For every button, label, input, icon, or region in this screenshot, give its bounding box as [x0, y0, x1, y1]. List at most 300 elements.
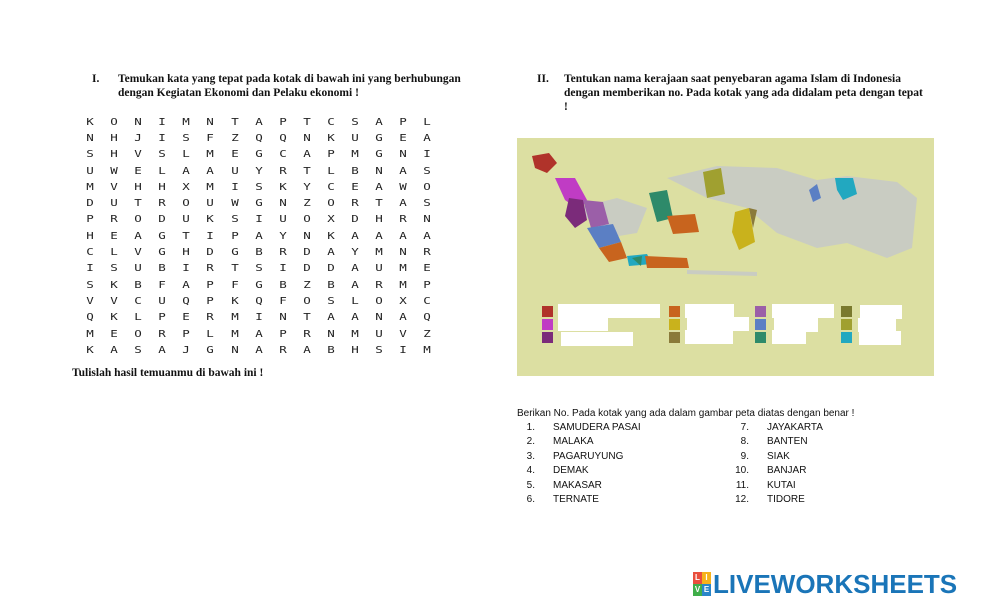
word-search-letter[interactable]: A: [327, 247, 335, 259]
word-search-row: [78, 163, 439, 179]
word-search-row: [78, 179, 439, 195]
word-search-letter[interactable]: K: [327, 230, 335, 242]
word-search-letter[interactable]: S: [327, 295, 335, 307]
word-search-letter[interactable]: S: [182, 132, 191, 144]
word-search-letter[interactable]: S: [423, 165, 432, 177]
word-search-letter[interactable]: T: [182, 230, 191, 242]
live-badge-icon: [693, 572, 711, 596]
word-search-row: [78, 261, 439, 277]
word-search-letter[interactable]: W: [230, 198, 239, 210]
word-search-letter[interactable]: G: [158, 247, 167, 259]
word-search-letter[interactable]: S: [254, 263, 263, 275]
word-search-letter[interactable]: D: [327, 263, 335, 275]
word-search-letter[interactable]: P: [279, 116, 287, 128]
kingdom-list-right: [732, 422, 823, 508]
word-search-letter[interactable]: P: [206, 295, 215, 307]
word-search-letter[interactable]: T: [230, 263, 239, 275]
word-search-letter[interactable]: I: [158, 132, 167, 144]
word-search-letter[interactable]: K: [86, 344, 94, 356]
word-search-letter[interactable]: K: [86, 116, 94, 128]
word-search-letter[interactable]: P: [423, 279, 432, 291]
word-search-letter[interactable]: O: [134, 328, 143, 340]
word-search-letter[interactable]: N: [375, 312, 383, 324]
kingdom-name: BANTEN: [767, 436, 808, 448]
legend-swatch: [755, 319, 766, 330]
word-search-letter[interactable]: P: [399, 116, 408, 128]
word-search-letter[interactable]: B: [134, 279, 143, 291]
word-search-letter[interactable]: X: [182, 181, 191, 193]
word-search-letter[interactable]: P: [182, 328, 191, 340]
word-search-letter[interactable]: Q: [423, 312, 432, 324]
word-search-letter[interactable]: E: [110, 230, 118, 242]
word-search-letter[interactable]: T: [134, 198, 143, 210]
word-search-letter[interactable]: E: [351, 181, 359, 193]
word-search-letter[interactable]: K: [206, 214, 215, 226]
word-search-letter[interactable]: M: [399, 263, 408, 275]
word-search-letter[interactable]: B: [158, 263, 167, 275]
word-search-letter[interactable]: O: [110, 116, 118, 128]
word-search-row: [78, 244, 439, 260]
word-search-letter[interactable]: F: [206, 132, 215, 144]
kingdom-number: 8.: [740, 436, 749, 448]
word-search-letter[interactable]: R: [158, 328, 167, 340]
kingdom-number: 5.: [526, 479, 535, 491]
word-search-letter[interactable]: C: [279, 149, 287, 161]
word-search-letter[interactable]: S: [375, 344, 383, 356]
word-search-letter[interactable]: F: [279, 295, 287, 307]
word-search-letter[interactable]: A: [134, 230, 143, 242]
word-search-letter[interactable]: H: [351, 344, 359, 356]
word-search-letter[interactable]: S: [134, 344, 143, 356]
word-search-letter[interactable]: S: [86, 149, 94, 161]
word-search-letter[interactable]: Q: [86, 312, 94, 324]
word-search-letter[interactable]: L: [110, 247, 118, 259]
word-search-letter[interactable]: F: [158, 279, 167, 291]
word-search-letter[interactable]: R: [279, 247, 287, 259]
word-search-letter[interactable]: L: [206, 328, 215, 340]
word-search-letter[interactable]: V: [110, 181, 118, 193]
kingdom-name: SIAK: [767, 450, 790, 462]
word-search-letter[interactable]: P: [86, 214, 94, 226]
legend-swatch: [542, 306, 553, 317]
word-search-letter[interactable]: N: [86, 132, 94, 144]
word-search-letter[interactable]: L: [158, 165, 167, 177]
word-search-letter[interactable]: U: [375, 263, 383, 275]
legend-swatch: [669, 306, 680, 317]
word-search-letter[interactable]: D: [303, 263, 311, 275]
word-search-letter[interactable]: M: [351, 328, 359, 340]
word-search-letter[interactable]: L: [134, 312, 143, 324]
word-search-letter[interactable]: M: [423, 344, 432, 356]
word-search-letter[interactable]: V: [134, 149, 143, 161]
word-search-letter[interactable]: O: [182, 198, 191, 210]
word-search-letter[interactable]: I: [399, 344, 408, 356]
word-search-letter[interactable]: Y: [279, 230, 287, 242]
word-search-letter[interactable]: N: [206, 116, 215, 128]
section-1-number: I.: [92, 73, 100, 85]
word-search-letter[interactable]: K: [279, 181, 287, 193]
word-search-letter[interactable]: A: [375, 181, 383, 193]
word-search-letter[interactable]: I: [423, 149, 432, 161]
answer-box-6[interactable]: [685, 330, 733, 344]
word-search-letter[interactable]: J: [134, 132, 143, 144]
word-search-letter[interactable]: V: [110, 295, 118, 307]
word-search-letter[interactable]: U: [230, 165, 239, 177]
word-search-letter[interactable]: G: [375, 149, 383, 161]
word-search-letter[interactable]: R: [399, 214, 408, 226]
word-search-row: [78, 293, 439, 309]
word-search-letter[interactable]: Z: [230, 132, 239, 144]
word-search-letter[interactable]: R: [279, 165, 287, 177]
word-search-letter[interactable]: I: [254, 214, 263, 226]
word-search-letter[interactable]: E: [134, 165, 143, 177]
word-search-letter[interactable]: T: [303, 312, 311, 324]
word-search-letter[interactable]: G: [254, 279, 263, 291]
word-search-letter[interactable]: N: [279, 312, 287, 324]
word-search-letter[interactable]: X: [399, 295, 408, 307]
word-search-letter[interactable]: B: [254, 247, 263, 259]
word-search-letter[interactable]: G: [230, 247, 239, 259]
indonesia-kingdoms-map: [517, 138, 934, 376]
word-search-letter[interactable]: H: [182, 247, 191, 259]
word-search-row: [78, 310, 439, 326]
word-search-letter[interactable]: D: [351, 214, 359, 226]
word-search-letter[interactable]: A: [399, 312, 408, 324]
word-search-letter[interactable]: M: [206, 149, 215, 161]
answer-box-9[interactable]: [772, 330, 806, 344]
kingdom-item: [518, 465, 641, 479]
word-search-letter[interactable]: G: [254, 198, 263, 210]
word-search-letter[interactable]: A: [206, 165, 215, 177]
word-search-letter[interactable]: O: [134, 214, 143, 226]
word-search-letter[interactable]: K: [327, 132, 335, 144]
word-search-letter[interactable]: B: [351, 165, 359, 177]
legend-swatch: [841, 306, 852, 317]
word-search-letter[interactable]: N: [230, 344, 239, 356]
word-search-letter[interactable]: Y: [303, 181, 311, 193]
word-search-letter[interactable]: O: [303, 214, 311, 226]
word-search-letter[interactable]: K: [110, 279, 118, 291]
word-search-letter[interactable]: A: [327, 312, 335, 324]
word-search-letter[interactable]: T: [303, 165, 311, 177]
word-search-letter[interactable]: T: [230, 116, 239, 128]
word-search-letter[interactable]: S: [254, 181, 263, 193]
word-search-letter[interactable]: R: [158, 198, 167, 210]
word-search-letter[interactable]: G: [254, 149, 263, 161]
kingdom-name: JAYAKARTA: [767, 422, 823, 433]
word-search-letter[interactable]: B: [327, 279, 335, 291]
word-search-letter[interactable]: O: [327, 198, 335, 210]
word-search-letter[interactable]: U: [206, 198, 215, 210]
word-search-letter[interactable]: F: [230, 279, 239, 291]
word-search-letter[interactable]: U: [158, 295, 167, 307]
kingdom-item: [518, 436, 641, 450]
word-search-letter[interactable]: R: [303, 328, 311, 340]
kingdom-item: [518, 422, 641, 436]
word-search-letter[interactable]: V: [134, 247, 143, 259]
word-search-letter[interactable]: M: [86, 328, 94, 340]
word-search-letter[interactable]: L: [351, 295, 359, 307]
word-search-letter[interactable]: Q: [254, 132, 263, 144]
word-search-letter[interactable]: U: [110, 198, 118, 210]
word-search-letter[interactable]: A: [182, 165, 191, 177]
logo-badge-letter: E: [703, 585, 710, 594]
word-search-letter[interactable]: A: [254, 344, 263, 356]
word-search-row: [78, 277, 439, 293]
word-search-letter[interactable]: M: [182, 116, 191, 128]
word-search-letter[interactable]: N: [327, 328, 335, 340]
kingdom-number: 12.: [735, 493, 749, 505]
word-search-letter[interactable]: C: [86, 247, 94, 259]
word-search-letter[interactable]: S: [423, 198, 432, 210]
word-search-letter[interactable]: R: [423, 247, 432, 259]
kingdom-number: 2.: [526, 436, 535, 448]
word-search-letter[interactable]: O: [423, 181, 432, 193]
word-search-letter[interactable]: M: [399, 279, 408, 291]
word-search-letter[interactable]: U: [375, 328, 383, 340]
word-search-letter[interactable]: E: [423, 263, 432, 275]
word-search-letter[interactable]: A: [423, 230, 432, 242]
word-search-letter[interactable]: A: [158, 344, 167, 356]
word-search-letter[interactable]: U: [279, 214, 287, 226]
word-search-letter[interactable]: N: [399, 149, 408, 161]
word-search-letter[interactable]: H: [134, 181, 143, 193]
word-search-letter[interactable]: P: [158, 312, 167, 324]
word-search-letter[interactable]: Q: [254, 295, 263, 307]
word-search-letter[interactable]: R: [110, 214, 118, 226]
legend-swatch: [755, 332, 766, 343]
word-search-letter[interactable]: A: [375, 116, 383, 128]
word-search-letter[interactable]: G: [158, 230, 167, 242]
word-search-letter[interactable]: A: [399, 198, 408, 210]
word-search-letter[interactable]: L: [327, 165, 335, 177]
word-search-letter[interactable]: A: [423, 132, 432, 144]
word-search-letter[interactable]: P: [327, 149, 335, 161]
word-search-letter[interactable]: M: [230, 328, 239, 340]
word-search-letter[interactable]: M: [86, 181, 94, 193]
word-search-letter[interactable]: S: [351, 116, 359, 128]
word-search-letter[interactable]: A: [254, 116, 263, 128]
word-search-letter[interactable]: I: [206, 230, 215, 242]
word-search-letter[interactable]: E: [399, 132, 408, 144]
word-search-letter[interactable]: S: [230, 214, 239, 226]
word-search-letter[interactable]: H: [110, 149, 118, 161]
section-1-title: Temukan kata yang tepat pada kotak di bawah ini yang berhubungan dengan Kegiatan Ekonomi dan Pelaku ekonomi !: [118, 73, 461, 99]
word-search-letter[interactable]: K: [230, 295, 239, 307]
word-search-letter[interactable]: W: [399, 181, 408, 193]
word-search-row: [78, 195, 439, 211]
section-2-number: II.: [537, 73, 549, 85]
legend-swatch: [542, 319, 553, 330]
word-search-letter[interactable]: E: [182, 312, 191, 324]
word-search-letter[interactable]: U: [86, 165, 94, 177]
word-search-letter[interactable]: R: [206, 312, 215, 324]
answer-box-12[interactable]: [859, 331, 901, 345]
word-search-letter[interactable]: D: [303, 247, 311, 259]
word-search-letter[interactable]: M: [351, 149, 359, 161]
word-search-letter[interactable]: I: [279, 263, 287, 275]
word-search-letter[interactable]: N: [423, 214, 432, 226]
word-search-letter[interactable]: P: [230, 230, 239, 242]
word-search-letter[interactable]: B: [279, 279, 287, 291]
word-search-letter[interactable]: L: [423, 116, 432, 128]
word-search-letter[interactable]: G: [375, 132, 383, 144]
kingdom-number: 10.: [735, 465, 749, 477]
word-search-letter[interactable]: E: [110, 328, 118, 340]
word-search-letter[interactable]: N: [279, 198, 287, 210]
logo-badge-letter: V: [694, 585, 701, 594]
word-search-row: [78, 147, 439, 163]
kingdom-item: [732, 436, 823, 450]
word-search-letter[interactable]: I: [230, 181, 239, 193]
word-search-letter[interactable]: R: [279, 344, 287, 356]
kingdom-item: [732, 451, 823, 465]
word-search-letter[interactable]: C: [327, 181, 335, 193]
word-search-letter[interactable]: N: [303, 132, 311, 144]
word-search-letter[interactable]: V: [86, 295, 94, 307]
word-search-letter[interactable]: Y: [254, 165, 263, 177]
word-search-letter[interactable]: I: [86, 263, 94, 275]
kingdom-item: [732, 494, 823, 508]
word-search-letter[interactable]: Z: [303, 279, 311, 291]
word-search-letter[interactable]: A: [351, 230, 359, 242]
kingdom-number: 6.: [526, 493, 535, 505]
word-search-letter[interactable]: C: [327, 116, 335, 128]
word-search-letter[interactable]: M: [375, 247, 383, 259]
word-search-letter[interactable]: D: [86, 198, 94, 210]
kingdom-number: 1.: [526, 422, 535, 433]
answer-box-4[interactable]: [685, 304, 734, 318]
word-search-letter[interactable]: M: [230, 312, 239, 324]
word-search-letter[interactable]: A: [303, 149, 311, 161]
word-search-letter[interactable]: A: [351, 263, 359, 275]
word-search-letter[interactable]: R: [375, 279, 383, 291]
word-search-letter[interactable]: A: [399, 230, 408, 242]
answer-box-1[interactable]: [558, 304, 660, 318]
legend-swatch: [841, 319, 852, 330]
word-search-letter[interactable]: A: [375, 230, 383, 242]
word-search-letter[interactable]: U: [351, 132, 359, 144]
word-search-letter[interactable]: I: [158, 116, 167, 128]
word-search-letter[interactable]: A: [182, 279, 191, 291]
word-search-letter[interactable]: W: [110, 165, 118, 177]
word-search-letter[interactable]: A: [110, 344, 118, 356]
answer-box-11[interactable]: [858, 318, 896, 332]
word-search-row: [78, 342, 439, 358]
word-search-letter[interactable]: X: [327, 214, 335, 226]
legend-swatch: [669, 332, 680, 343]
answer-box-5[interactable]: [687, 317, 749, 331]
word-search-letter[interactable]: G: [206, 344, 215, 356]
word-search-letter[interactable]: P: [279, 328, 287, 340]
word-search-letter[interactable]: A: [399, 165, 408, 177]
word-search-letter[interactable]: N: [399, 247, 408, 259]
word-search-letter[interactable]: I: [254, 312, 263, 324]
logo-badge-letter: I: [702, 572, 711, 584]
kingdom-number: 7.: [740, 422, 749, 433]
word-search-letter[interactable]: H: [86, 230, 94, 242]
word-search-letter[interactable]: Z: [303, 198, 311, 210]
region-banjar: [667, 214, 699, 234]
word-search-row: [78, 212, 439, 228]
legend-swatch: [841, 332, 852, 343]
word-search-letter[interactable]: Y: [351, 247, 359, 259]
legend-swatch: [755, 306, 766, 317]
kingdom-item: [518, 480, 641, 494]
word-search-letter[interactable]: S: [158, 149, 167, 161]
word-search-letter[interactable]: Q: [182, 295, 191, 307]
word-search-letter[interactable]: R: [351, 198, 359, 210]
word-search-letter[interactable]: M: [206, 181, 215, 193]
result-label: Tulislah hasil temuanmu di bawah ini !: [72, 367, 264, 379]
word-search-letter[interactable]: S: [86, 279, 94, 291]
word-search-letter[interactable]: E: [230, 149, 239, 161]
kingdom-name: TERNATE: [553, 493, 599, 505]
word-search-letter[interactable]: U: [134, 263, 143, 275]
word-search-letter[interactable]: U: [182, 214, 191, 226]
word-search-letter[interactable]: A: [254, 328, 263, 340]
word-search-letter[interactable]: P: [206, 279, 215, 291]
word-search-letter[interactable]: T: [375, 198, 383, 210]
word-search-letter[interactable]: N: [134, 116, 143, 128]
word-search-letter[interactable]: D: [206, 247, 215, 259]
word-search-letter[interactable]: K: [110, 312, 118, 324]
kingdom-number: 11.: [735, 479, 749, 491]
liveworksheets-logo: [693, 570, 957, 598]
answer-box-3[interactable]: [561, 332, 633, 346]
kingdom-list-left: [518, 422, 641, 508]
answer-box-10[interactable]: [860, 305, 902, 319]
word-search-letter[interactable]: D: [158, 214, 167, 226]
answer-box-7[interactable]: [772, 304, 834, 318]
word-search-letter[interactable]: Q: [279, 132, 287, 144]
word-search-letter[interactable]: H: [375, 214, 383, 226]
word-search-letter[interactable]: I: [182, 263, 191, 275]
region-aceh: [532, 153, 557, 173]
kingdom-name: KUTAI: [767, 479, 796, 491]
word-search-letter[interactable]: T: [303, 116, 311, 128]
word-search-letter[interactable]: J: [182, 344, 191, 356]
word-search-row: [78, 326, 439, 342]
word-search-letter[interactable]: N: [375, 165, 383, 177]
word-search-letter[interactable]: V: [399, 328, 408, 340]
word-search-letter[interactable]: C: [423, 295, 432, 307]
word-search-letter[interactable]: O: [375, 295, 383, 307]
kingdom-name: DEMAK: [553, 465, 589, 477]
word-search-letter[interactable]: O: [303, 295, 311, 307]
word-search-letter[interactable]: A: [351, 312, 359, 324]
legend-swatch: [542, 332, 553, 343]
legend-swatch: [669, 319, 680, 330]
word-search-letter[interactable]: B: [327, 344, 335, 356]
word-search-letter[interactable]: H: [158, 181, 167, 193]
word-search-letter[interactable]: A: [351, 279, 359, 291]
word-search-letter[interactable]: N: [303, 230, 311, 242]
word-search-letter[interactable]: A: [303, 344, 311, 356]
word-search-letter[interactable]: C: [134, 295, 143, 307]
word-search-grid[interactable]: [78, 114, 439, 358]
word-search-letter[interactable]: A: [254, 230, 263, 242]
kingdom-item: [518, 494, 641, 508]
word-search-letter[interactable]: H: [110, 132, 118, 144]
word-search-letter[interactable]: Z: [423, 328, 432, 340]
word-search-letter[interactable]: L: [182, 149, 191, 161]
answer-box-2[interactable]: [558, 317, 608, 331]
land-nusa-tenggara: [687, 270, 757, 276]
word-search-row: [78, 228, 439, 244]
word-search-letter[interactable]: S: [110, 263, 118, 275]
word-search-letter[interactable]: R: [206, 263, 215, 275]
